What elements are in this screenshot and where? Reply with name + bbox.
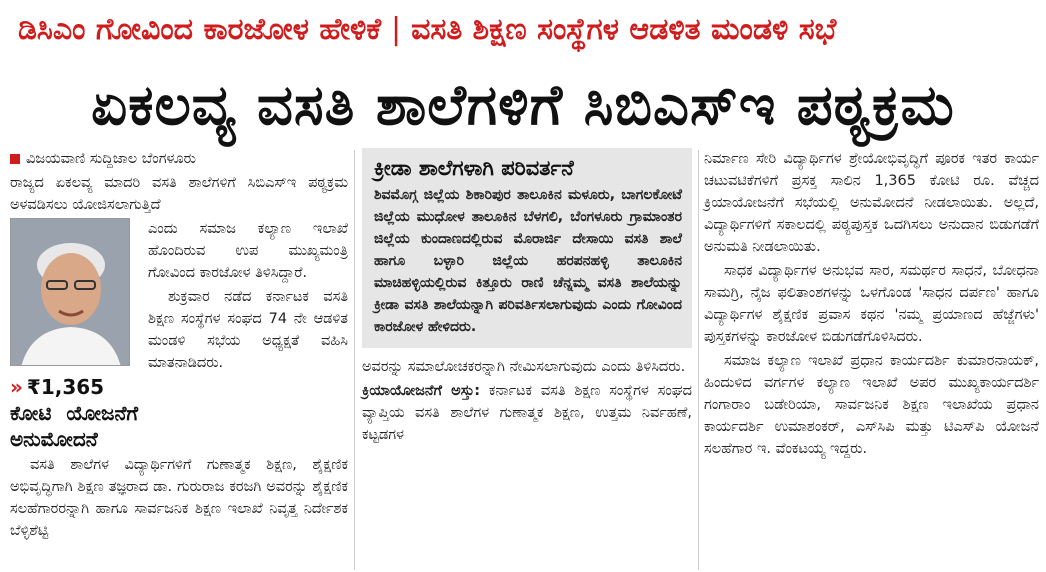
column-divider: [354, 150, 355, 570]
column-1-tail: ವಸತಿ ಶಾಲೆಗಳ ವಿದ್ಯಾರ್ಥಿಗಳಿಗೆ ಗುಣಾತ್ಮಕ ಶಿಕ್ಷಣ, ಶೈಕ್ಷಣಿಕ ಅಭಿವೃದ್ಧಿಗಾಗಿ ಶಿಕ್ಷಣ ತಜ್ಞರಾದ ಡಾ. ಗುರುರಾಜ ಕರಜಗಿ ಅವರನ್ನು ಶೈಕ್ಷಣಿಕ ಸಲಹೆಗಾರರನ್ನಾಗಿ ಹಾಗೂ ಸಾರ್ವಜನಿಕ ಶಿಕ್ಷಣ ಇಲಾಖೆ ನಿವೃತ್ತ ನಿರ್ದೇಶಕ ಬೆಳ್ಳಿಶೆಟ್ಟಿ: [10, 457, 348, 539]
photo-paragraph-2: ಶುಕ್ರವಾರ ನಡೆದ ಕರ್ನಾಟಕ ವಸತಿ ಶಿಕ್ಷಣ ಸಂಸ್ಥೆಗಳ ಸಂಘದ 74 ನೇ ಆಡಳಿತ ಮಂಡಳಿ ಸಭೆಯ ಅಧ್ಯಕ್ಷತೆ ವಹಿಸಿ ಮಾತನಾಡಿದರು.: [148, 289, 348, 371]
photo-block: [10, 218, 348, 452]
photo-side: [10, 218, 138, 452]
lead-paragraph: ರಾಜ್ಯದ ಏಕಲವ್ಯ ಮಾದರಿ ವಸತಿ ಶಾಲೆಗಳಿಗೆ ಸಿಬಿಎಸ್‌ಇ ಪಠ್ಯಕ್ರಮ ಅಳವಡಿಸಲು ಯೋಜಿಸಲಾಗುತ್ತಿದೆ: [10, 175, 348, 213]
photo-paragraph-1: ಎಂದು ಸಮಾಜ ಕಲ್ಯಾಣ ಇಲಾಖೆ ಹೊಂದಿರುವ ಉಪ ಮುಖ್ಯಮಂತ್ರಿ ಗೋವಿಂದ ಕಾರಜೋಳ ತಿಳಿಸಿದ್ದಾರೆ.: [148, 221, 348, 281]
column-2: [362, 148, 692, 448]
box-body: ಶಿವಮೊಗ್ಗ ಜಿಲ್ಲೆಯ ಶಿಕಾರಿಪುರ ತಾಲೂಕಿನ ಮಳೂರು, ಬಾಗಲಕೋಟೆ ಜಿಲ್ಲೆಯ ಮುಧೋಳ ತಾಲೂಕಿನ ಬೆಳಗಲಿ, ಬೆಂಗಳೂರು ಗ್ರಾಮಾಂತರ ಜಿಲ್ಲೆಯ ಕುಂದಾಣದಲ್ಲಿರುವ ಮೊರಾರ್ಜಿ ದೇಸಾಯಿ ವಸತಿ ಶಾಲೆ ಹಾಗೂ ಬಳ್ಳಾರಿ ಜಿಲ್ಲೆಯ ಹರಪನಹಳ್ಳಿ ತಾಲೂಕಿನ ಮಾಚಿಹಳ್ಳಿಯಲ್ಲಿರುವ ಕಿತ್ತೂರು ರಾಣಿ ಚೆನ್ನಮ್ಮ ವಸತಿ ಶಾಲೆಯನ್ನು ಕ್ರೀಡಾ ವಸತಿ ಶಾಲೆಯನ್ನಾಗಿ ಪರಿವರ್ತಿಸಲಾಗುವುದು ಎಂದು ಗೋವಿಂದ ಕಾರಜೋಳ ಹೇಳಿದರು.: [374, 187, 682, 335]
byline-bullet-icon: [10, 154, 20, 164]
portrait-photo: [10, 218, 130, 366]
byline: [10, 148, 348, 170]
column-2-paragraph-2: [362, 380, 692, 446]
column-3: [704, 148, 1039, 462]
sidebar-box: [362, 148, 692, 348]
pull-quote-arrow-icon: »: [10, 375, 23, 399]
kicker-separator: |: [391, 11, 402, 47]
column-3-paragraph-3: ಸಮಾಜ ಕಲ್ಯಾಣ ಇಲಾಖೆ ಪ್ರಧಾನ ಕಾರ್ಯದರ್ಶಿ ಕುಮಾರನಾಯಕ್, ಹಿಂದುಳಿದ ವರ್ಗಗಳ ಕಲ್ಯಾಣ ಇಲಾಖೆ ಅಪರ ಮುಖ್ಯಕಾರ್ಯದರ್ಶಿ ಗಂಗಾರಾಂ ಬಡೇರಿಯಾ, ಸಾರ್ವಜನಿಕ ಶಿಕ್ಷಣ ಇಲಾಖೆಯ ಪ್ರಧಾನ ಕಾರ್ಯದರ್ಶಿ ಉಮಾಶಂಕರ್, ಎಸ್‌ಸಿಪಿ ಮತ್ತು ಟಿಎಸ್‌ಪಿ ಯೋಜನೆ ಸಲಹೆಗಾರ ಇ. ವೆಂಕಟಯ್ಯ ಇದ್ದರು.: [704, 353, 1039, 457]
column-divider: [698, 150, 699, 570]
pull-quote-text: ₹1,365 ಕೋಟಿ ಯೋಜನೆಗೆ ಅನುಮೋದನೆ: [10, 375, 138, 451]
column-2-paragraph-2-text: ಕರ್ನಾಟಕ ವಸತಿ ಶಿಕ್ಷಣ ಸಂಸ್ಥೆಗಳ ಸಂಘದ ವ್ಯಾಪ್ತಿಯ ವಸತಿ ಶಾಲೆಗಳ ಗುಣಾತ್ಮಕ ಶಿಕ್ಷಣ, ಉತ್ತಮ ನಿರ್ವಹಣೆ, ಕಟ್ಟಡಗಳ: [362, 383, 692, 443]
photo-side-text: [148, 218, 348, 452]
kicker-part1: ಡಿಸಿಎಂ ಗೋವಿಂದ ಕಾರಜೋಳ ಹೇಳಿಕೆ: [18, 11, 382, 47]
column-1: [10, 148, 348, 544]
subhead-inline: ಕ್ರಿಯಾಯೋಜನೆಗೆ ಅಸ್ತು:: [362, 383, 481, 399]
kicker-part2: ವಸತಿ ಶಿಕ್ಷಣ ಸಂಸ್ಥೆಗಳ ಆಡಳಿತ ಮಂಡಳಿ ಸಭೆ: [411, 11, 837, 47]
kicker-line: [0, 0, 1046, 58]
column-3-paragraph-2: ಸಾಧಕ ವಿದ್ಯಾರ್ಥಿಗಳ ಅನುಭವ ಸಾರ, ಸಮರ್ಥರ ಸಾಧನೆ, ಬೋಧನಾ ಸಾಮಗ್ರಿ, ನೈಜ ಫಲಿತಾಂಶಗಳನ್ನು ಒಳಗೊಂಡ 'ಸಾಧನ ದರ್ಪಣ' ಹಾಗೂ ವಿದ್ಯಾರ್ಥಿಗಳ ಶೈಕ್ಷಣಿಕ ಪ್ರವಾಸ ಕಥನ 'ನಮ್ಮ ಪ್ರಯಾಣದ ಹೆಜ್ಜೆಗಳು' ಪುಸ್ತಕಗಳನ್ನು ಕಾರಜೋಳ ಬಿಡುಗಡೆಗೊಳಿಸಿದರು.: [704, 263, 1039, 345]
box-title: ಕ್ರೀಡಾ ಶಾಲೆಗಳಾಗಿ ಪರಿವರ್ತನೆ: [374, 156, 574, 180]
portrait-figure-icon: [11, 219, 130, 366]
column-2-paragraph-1: ಅವರನ್ನು ಸಮಾಲೋಚಕರನ್ನಾಗಿ ನೇಮಿಸಲಾಗುವುದು ಎಂದು ತಿಳಿಸಿದರು.: [362, 359, 686, 375]
headline: ಏಕಲವ್ಯ ವಸತಿ ಶಾಲೆಗಳಿಗೆ ಸಿಬಿಎಸ್‌ಇ ಪಠ್ಯಕ್ರಮ: [91, 73, 955, 138]
byline-text: ವಿಜಯವಾಣಿ ಸುದ್ದಿಜಾಲ ಬೆಂಗಳೂರು: [26, 151, 196, 167]
pull-quote: [10, 374, 138, 452]
column-3-paragraph-1: ನಿರ್ಮಾಣ ಸೇರಿ ವಿದ್ಯಾರ್ಥಿಗಳ ಶ್ರೇಯೋಭಿವೃದ್ಧಿಗೆ ಪೂರಕ ಇತರ ಕಾರ್ಯ ಚಟುವಟಿಕೆಗಳಿಗೆ ಪ್ರಸಕ್ತ ಸಾಲಿನ 1,365 ಕೋಟಿ ರೂ. ವೆಚ್ಚದ ಕ್ರಿಯಾಯೋಜನೆಗೆ ಸಭೆಯಲ್ಲಿ ಅನುಮೋದನೆ ನೀಡಲಾಯಿತು. ಅಲ್ಲದೆ, ವಿದ್ಯಾರ್ಥಿಗಳಿಗೆ ಸಕಾಲದಲ್ಲಿ ಪಠ್ಯಪುಸ್ತಕ ಒದಗಿಸಲು ಅನುದಾನ ಬಿಡುಗಡೆಗೆ ಅನುಮತಿ ನೀಡಲಾಯಿತು.: [704, 151, 1039, 255]
